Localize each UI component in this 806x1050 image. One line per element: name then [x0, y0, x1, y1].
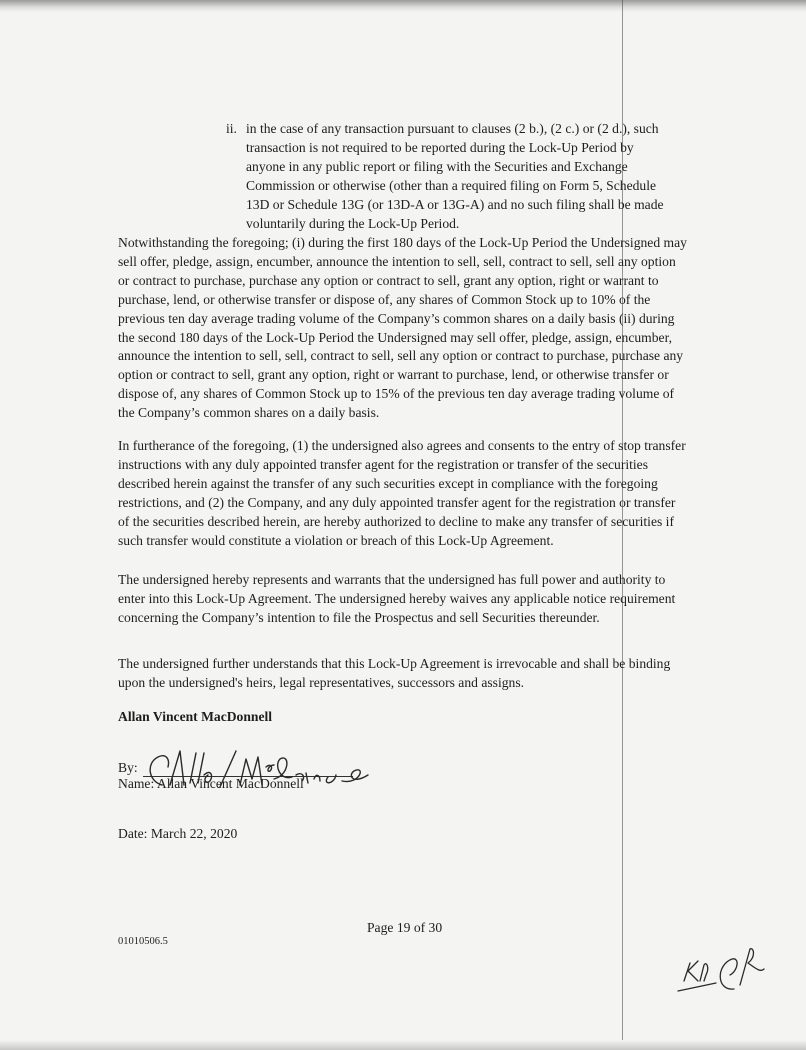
paragraph-representations: The undersigned hereby represents and warrants that the undersigned has full power and authority to enter into this Lock-Up Agreement. The undersigned hereby waives any applicable notice requirement concerning the Company’s intention to file the Prospectus and sell Securities thereunder.: [118, 572, 676, 625]
by-label: By:: [118, 760, 138, 775]
scan-top-shadow: [0, 0, 806, 12]
name-line: Name: Allan Vincent MacDonnell: [118, 776, 304, 791]
paragraph-irrevocable: The undersigned further understands that this Lock-Up Agreement is irrevocable and shall be binding upon the undersigned's heirs, legal representatives, successors and assigns.: [118, 656, 671, 690]
initials-signature: [676, 945, 776, 1015]
paragraph-notwithstanding: Notwithstanding the foregoing; (i) during the first 180 days of the Lock-Up Period the Undersigned may sell offer, pledge, assign, encumber, announce the intention to sell, sell, contract to sell, sell any option or contract to purchase, purchase any option or contract to sell, grant any option, right or warrant to purchase, lend, or otherwise transfer or dispose of, any shares of Common Stock up to 10% of the previous ten day average trading volume of the Company’s common shares on a daily basis (ii) during the second 180 days of the Lock-Up Period the Undersigned may sell offer, pledge, assign, encumber, announce the intention to sell, sell, contract to sell, sell any option or contract to purchase, purchase any option or contract to sell, grant any option, right or warrant to purchase, lend, or otherwise transfer or dispose of, any shares of Common Stock up to 15% of the previous ten day average trading volume of the Company’s common shares on a daily basis.: [118, 235, 687, 421]
document-id: 01010506.5: [118, 936, 168, 947]
clause-ii-text: in the case of any transaction pursuant to clauses (2 b.), (2 c.) or (2 d.), such transaction is not required to be reported during the Lock-Up Period by anyone in any public report or filing with the Securities and Exchange Commission or otherwise (other than a required filing on Form 5, Schedule 13D or Schedule 13G (or 13D-A or 13G-A) and no such filing shall be made voluntarily during the Lock-Up Period.: [246, 121, 664, 231]
clause-ii-numeral: ii.: [226, 121, 237, 136]
scan-bottom-shadow: [0, 1040, 806, 1050]
paragraph-furtherance: In furtherance of the foregoing, (1) the undersigned also agrees and consents to the entry of stop transfer instructions with any duly appointed transfer agent for the registration or transfer of the securities described herein against the transfer of any such securities except in compliance with the foregoing restrictions, and (2) the Company, and any duly appointed transfer agent for the registration or transfer of the securities described herein, are hereby authorized to decline to make any transfer of securities if such transfer would constitute a violation or breach of this Lock-Up Agreement.: [118, 438, 686, 548]
handwritten-signature: [140, 745, 380, 795]
date-line: Date: March 22, 2020: [118, 826, 238, 841]
signatory-heading: Allan Vincent MacDonnell: [118, 709, 273, 724]
page-number: Page 19 of 30: [367, 920, 443, 935]
